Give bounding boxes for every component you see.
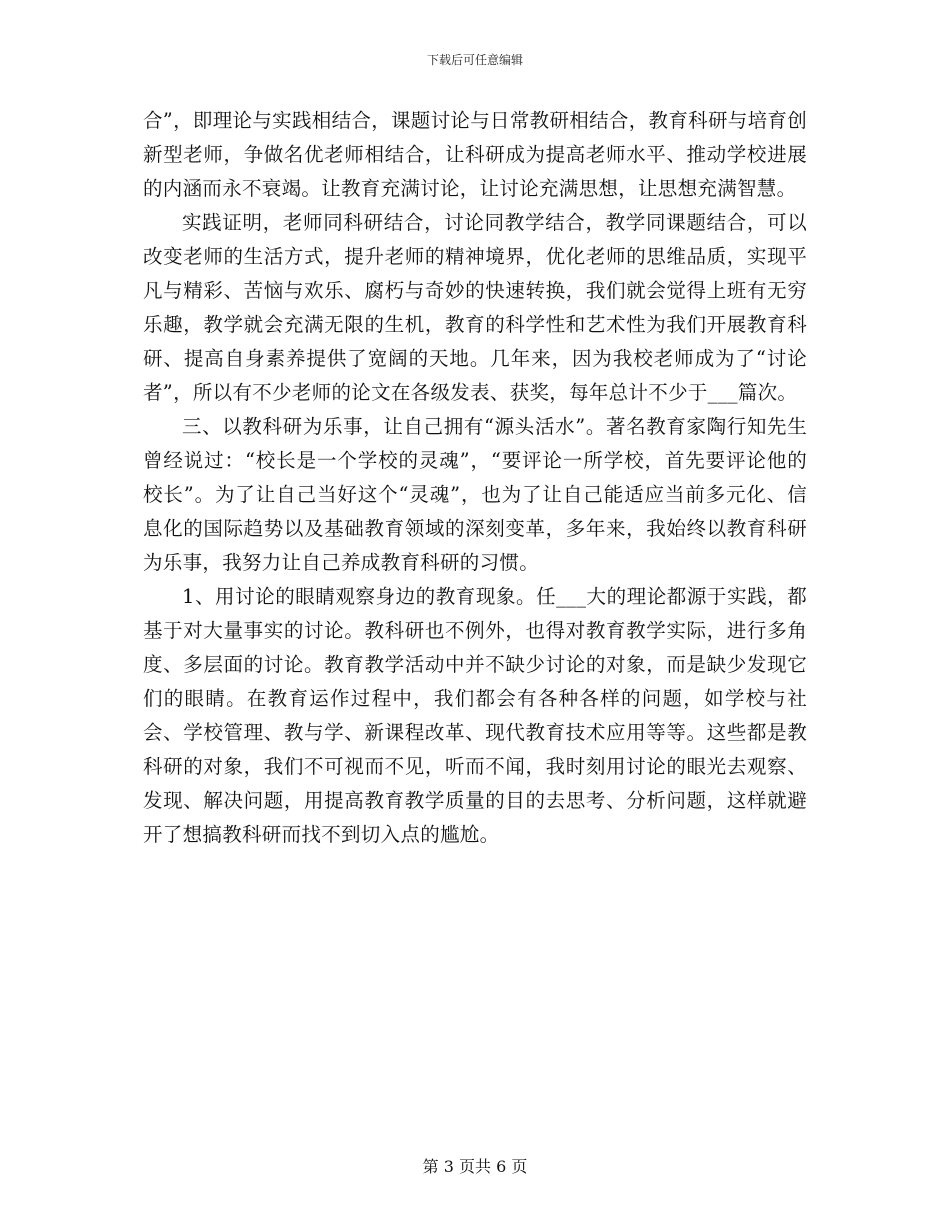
paragraph-3: 三、以教科研为乐事，让自己拥有“源头活水”。著名教育家陶行知先生曾经说过：“校长是一个学校的灵魂”，“要评论一所学校，首先要评论他的校长”。为了让自己当好这个“灵魂”，也为了让自己能适应当前多元化、信息化的国际趋势以及基础教育领域的深刻变革，多年来，我始终以教育科研为乐事，我努力让自己养成教育科研的习惯。 xyxy=(143,415,807,574)
page-number: 第 3 页共 6 页 xyxy=(422,1157,528,1176)
page-header-note: 下载后可任意编辑 xyxy=(426,53,523,67)
document-body xyxy=(143,104,807,852)
paragraph-4: 1、用讨论的眼睛观察身边的教育现象。任___大的理论都源于实践，都基于对大量事实的讨论。教科研也不例外，也得对教育教学实际，进行多角度、多层面的讨论。教育教学活动中并不缺少讨论的对象，而是缺少发现它们的眼睛。在教育运作过程中，我们都会有各种各样的问题，如学校与社会、学校管理、教与学、新课程改革、现代教育技术应用等等。这些都是教科研的对象，我们不可视而不见，听而不闻，我时刻用讨论的眼光去观察、发现、解决问题，用提高教育教学质量的目的去思考、分析问题，这样就避开了想搞教科研而找不到切入点的尴尬。 xyxy=(143,585,807,846)
paragraph-1: 合”，即理论与实践相结合，课题讨论与日常教研相结合，教育科研与培育创新型老师，争做名优老师相结合，让科研成为提高老师水平、推动学校进展的内涵而永不衰竭。让教育充满讨论，让讨论充满思想，让思想充满智慧。 xyxy=(143,109,807,200)
paragraph-2: 实践证明，老师同科研结合，讨论同教学结合，教学同课题结合，可以改变老师的生活方式，提升老师的精神境界，优化老师的思维品质，实现平凡与精彩、苦恼与欢乐、腐朽与奇妙的快速转换，我们就会觉得上班有无穷乐趣，教学就会充满无限的生机，教育的科学性和艺术性为我们开展教育科研、提高自身素养提供了宽阔的天地。几年来，因为我校老师成为了“讨论者”，所以有不少老师的论文在各级发表、获奖，每年总计不少于___篇次。 xyxy=(143,211,807,404)
